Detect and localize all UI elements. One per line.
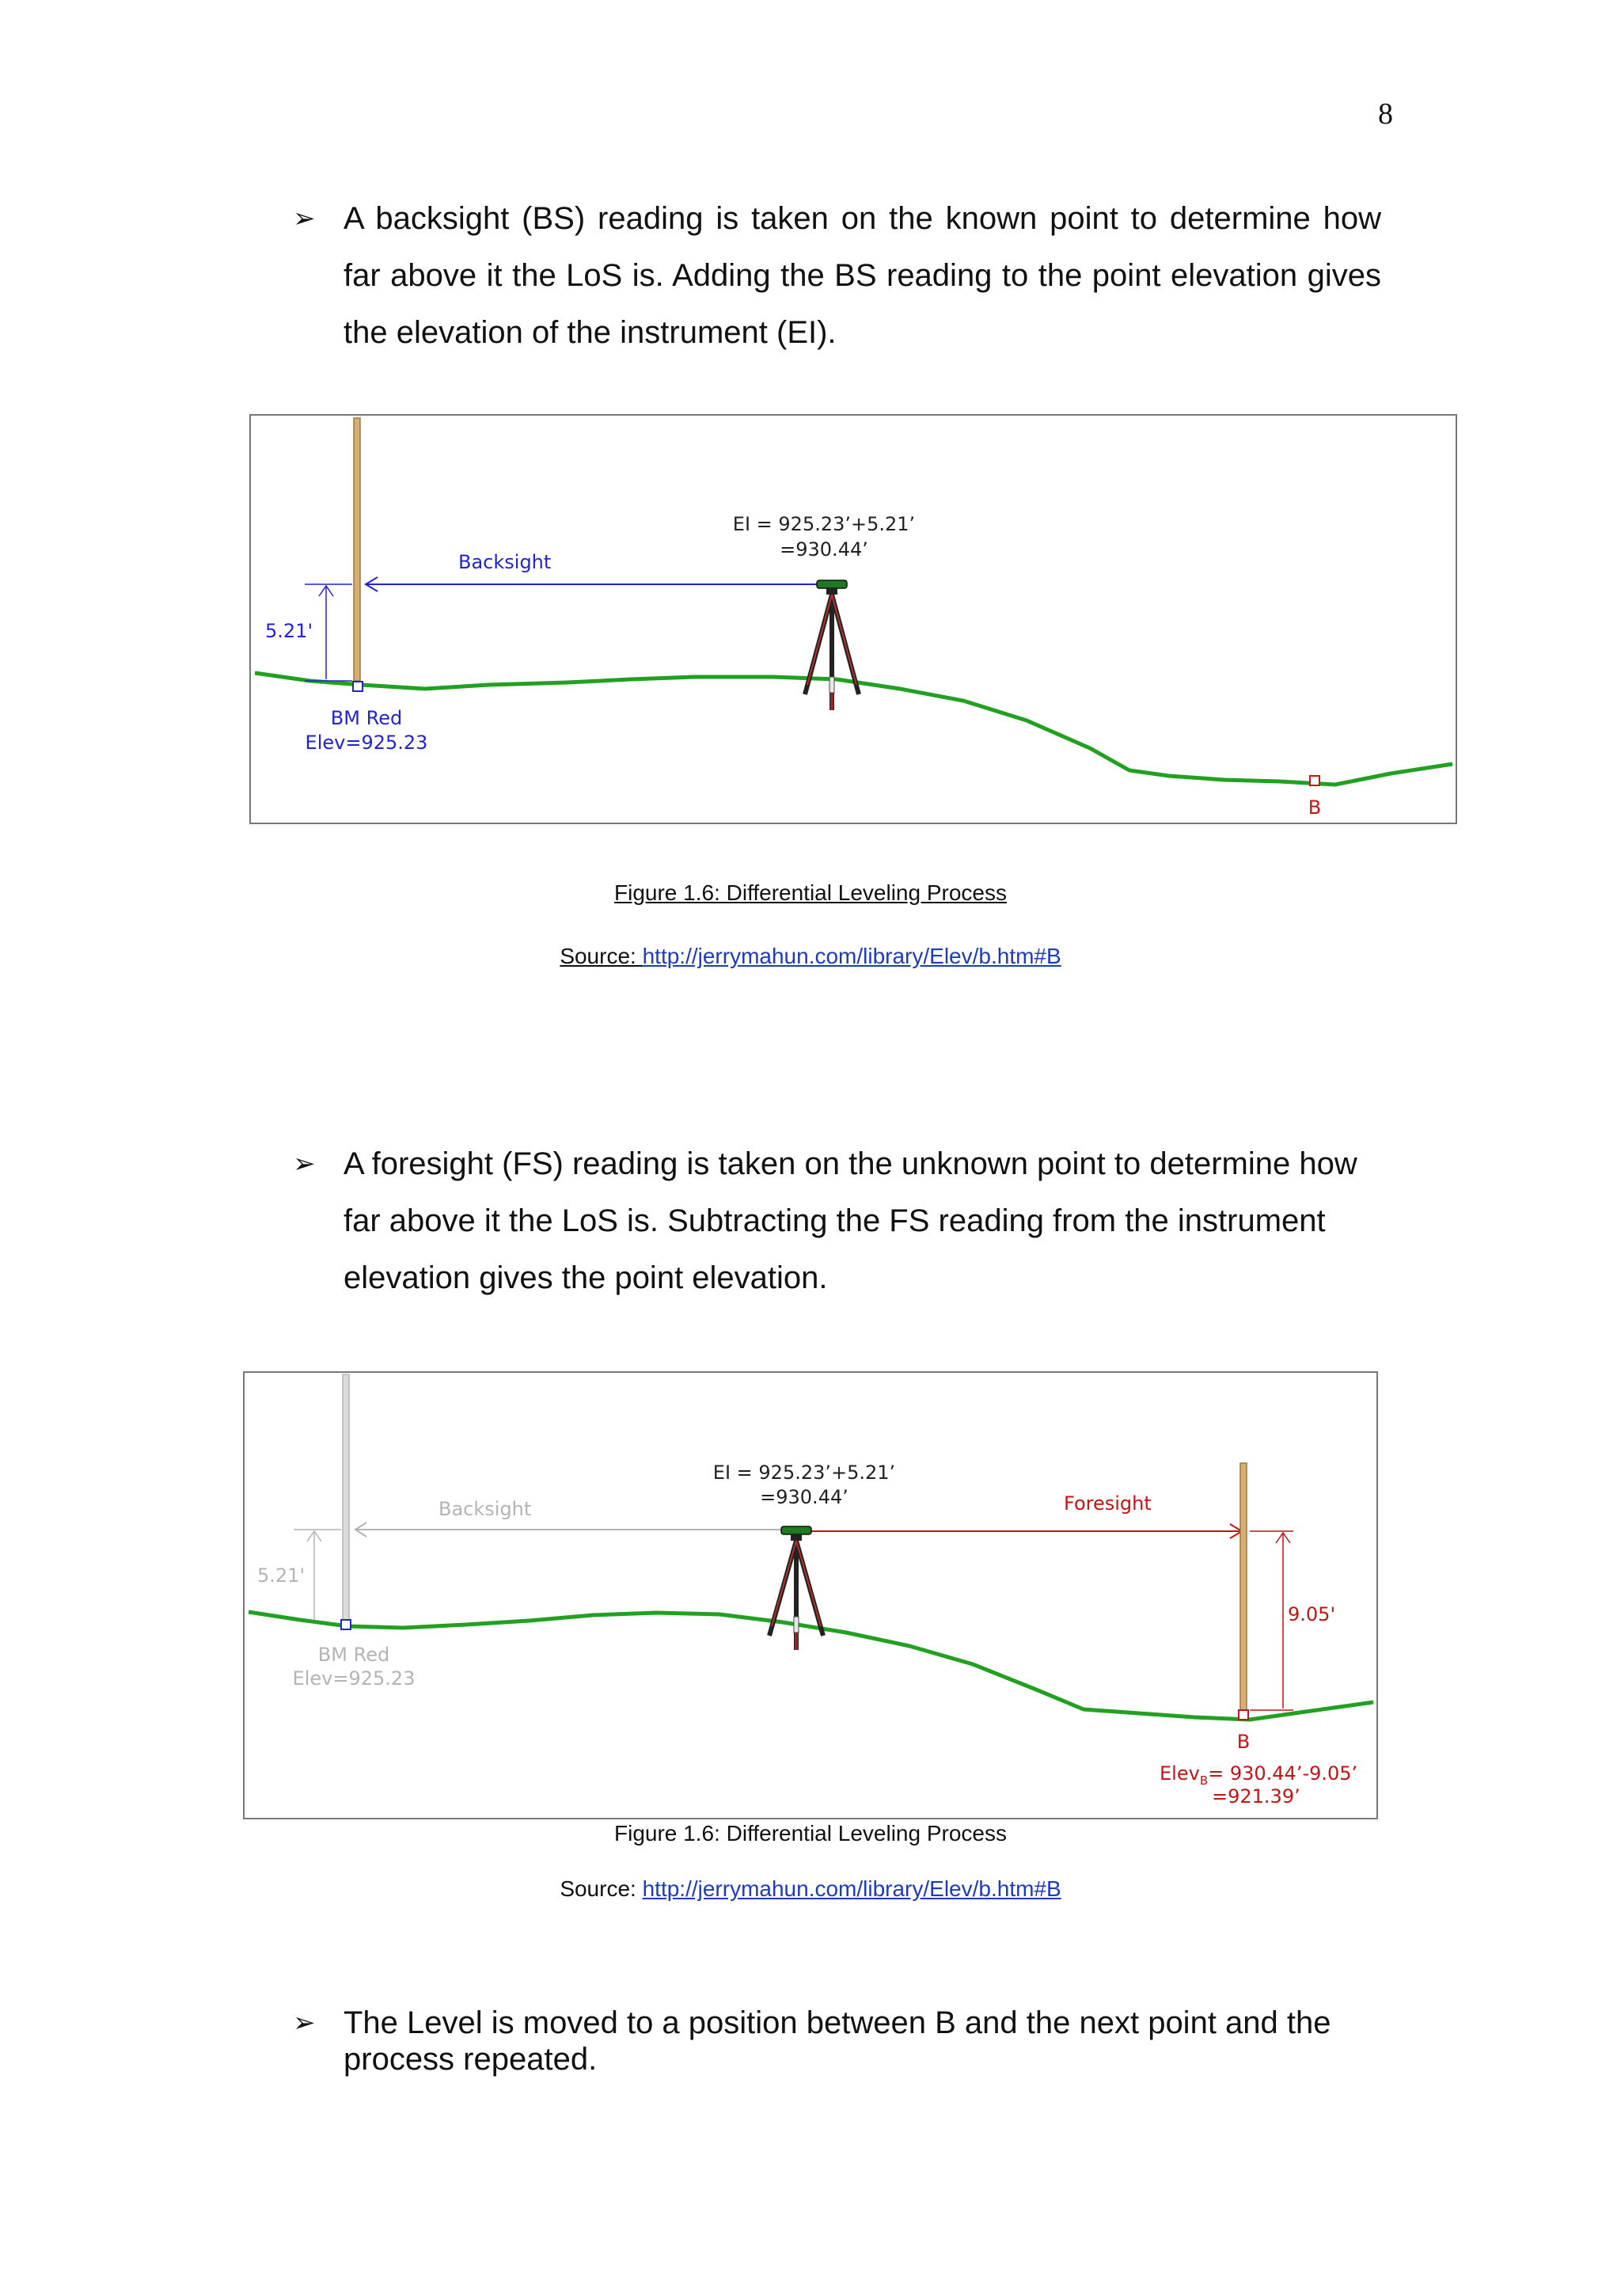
bullet-arrow-icon: ➢ xyxy=(293,2008,316,2038)
elev-b-result: =921.39’ xyxy=(1212,1785,1300,1808)
bullet-arrow-icon: ➢ xyxy=(293,203,316,234)
backsight-label: Backsight xyxy=(438,1498,532,1520)
figure2-caption: Figure 1.6: Differential Leveling Process xyxy=(614,1821,1007,1846)
figure-backsight-diagram xyxy=(249,414,1457,824)
figure1-caption: Figure 1.6: Differential Leveling Process xyxy=(614,880,1007,905)
tripod-level-icon xyxy=(769,1526,823,1650)
ground-line xyxy=(249,1612,1373,1720)
level-rod xyxy=(354,418,360,681)
bullet-arrow-icon: ➢ xyxy=(293,1149,316,1179)
point-b-label: B xyxy=(1236,1731,1251,1753)
source-label: Source: xyxy=(560,1876,643,1901)
fs-value-label: 9.05' xyxy=(1288,1603,1336,1625)
benchmark-marker xyxy=(353,682,363,691)
bm-elev-label: Elev=925.23 xyxy=(292,1667,416,1690)
source-link[interactable]: http://jerrymahun.com/library/Elev/b.htm#B xyxy=(642,944,1061,968)
bs-value-label: 5.21' xyxy=(265,620,313,642)
source-link[interactable]: http://jerrymahun.com/library/Elev/b.htm#B xyxy=(642,1876,1061,1901)
point-b-marker xyxy=(1310,776,1319,785)
benchmark-marker xyxy=(341,1620,351,1629)
ei-label-line1: EI = 925.23’+5.21’ xyxy=(732,513,916,535)
foresight-rod xyxy=(1240,1463,1247,1713)
ei-label-line2: =930.44’ xyxy=(760,1486,848,1508)
bullet-text: A foresight (FS) reading is taken on the unknown point to determine how far above it the LoS is. Subtracting the FS reading from the instrument elevation gives the point elevation. xyxy=(344,1146,1357,1295)
ei-label-line2: =930.44’ xyxy=(780,538,868,561)
bullet-foresight xyxy=(293,1135,1381,1310)
page-number: 8 xyxy=(1378,97,1393,131)
ei-label-line1: EI = 925.23’+5.21’ xyxy=(712,1462,896,1484)
figure2-source xyxy=(0,1876,1621,1902)
backsight-rod-faded xyxy=(343,1374,349,1620)
bullet-backsight xyxy=(293,190,1381,364)
figure-foresight-diagram xyxy=(243,1371,1378,1819)
bm-name-label: BM Red xyxy=(330,707,403,729)
figure1-source xyxy=(0,944,1621,969)
bm-elev-label: Elev=925.23 xyxy=(305,732,428,754)
bullet-move-level xyxy=(293,1998,1381,2077)
tripod-level-icon xyxy=(805,580,859,710)
bs-value-label: 5.21' xyxy=(257,1564,306,1587)
backsight-label: Backsight xyxy=(458,551,552,573)
ground-line xyxy=(255,673,1452,785)
foresight-label: Foresight xyxy=(1064,1492,1152,1515)
source-label: Source: xyxy=(560,944,643,968)
bm-name-label: BM Red xyxy=(317,1644,390,1666)
elev-b-expression: Elev$_B$= 930.44’-9.05’ xyxy=(1160,1762,1358,1788)
foresight-diagram-svg xyxy=(245,1373,1376,1818)
backsight-diagram-svg xyxy=(251,416,1456,823)
bullet-text: A backsight (BS) reading is taken on the known point to determine how far above it the LoS is. Adding the BS reading to the point elevation gives the elevation of the instrument (EI). xyxy=(344,201,1381,350)
point-b-label: B xyxy=(1308,796,1322,819)
point-b-marker xyxy=(1239,1710,1248,1720)
bullet-text: The Level is moved to a position between B and the next point and the process repeated. xyxy=(344,2005,1331,2077)
